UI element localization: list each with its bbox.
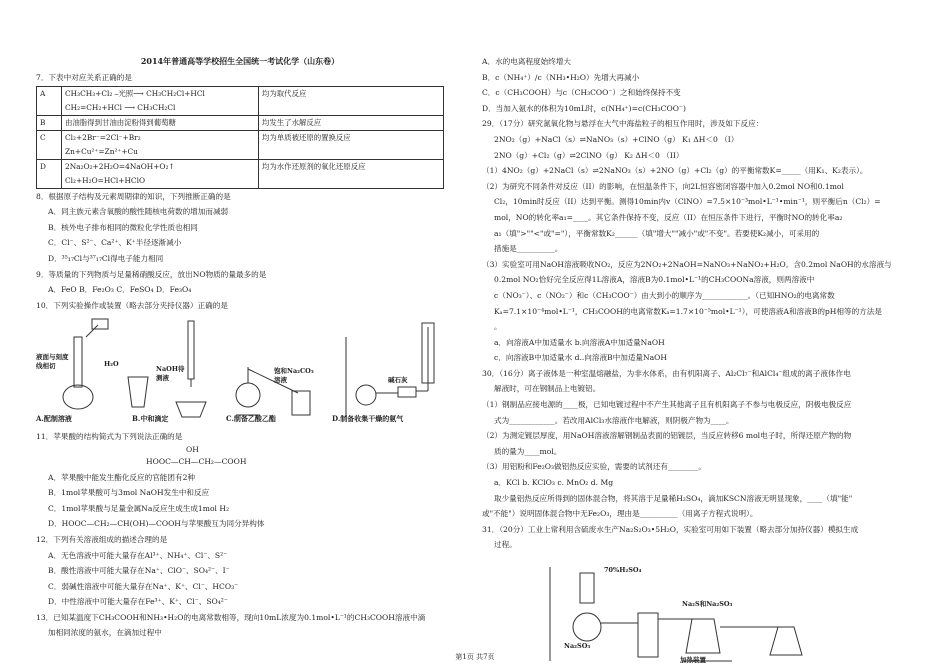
page-footer: 第1页 共7页 — [455, 653, 495, 661]
q29-part: c（NO₃⁻）、c（NO₂⁻）和c（CH₃COO⁻）由大到小的顺序为____________。（已知HNO₂的电离常数 — [494, 290, 835, 300]
q29-part: 措施是__________。 — [494, 244, 563, 254]
row-answer: 均为水作还原剂的氧化还原反应 — [259, 159, 444, 188]
q29-part: （1）4NO₂（g）+2NaCl（s）⇌2NaNO₃（s）+2NO（g）+Cl₂（g）的平衡常数K=_____（用K₁、K₂表示）。 — [482, 166, 868, 176]
option: A．无色溶液中可能大量存在Al³⁺、NH₄⁺、Cl⁻、S²⁻ — [48, 550, 228, 560]
caption-c: C.制备乙酸乙酯 — [226, 414, 276, 424]
option: D．³⁵₁₇Cl与³⁷₁₇Cl得电子能力相同 — [48, 253, 164, 263]
q30-stem: 30．（16分）离子液体是一种室温熔融盐，为非水体系，由有机阳离子、Al₂Cl₇⁻和AlCl₄⁻组成的离子液体作电 — [482, 368, 851, 378]
q29-part: （3）实验室可用NaOH溶液吸收NO₂，反应为2NO₂+2NaOH=NaNO₃+NaNO₂+H₂O。含0.2mol NaOH的水溶液与 — [482, 259, 892, 269]
caption-b: B.中和滴定 — [132, 414, 169, 424]
option: B．酸性溶液中可能大量存在Na⁺、ClO⁻、SO₄²⁻、I⁻ — [48, 566, 230, 576]
row-answer: 均为单质被还原的置换反应 — [259, 130, 444, 159]
q29-part: a₁（填">""<"或"="），平衡常数K₂______（填"增大""减小"或"不变"。若要使K₂减小，可采用的 — [494, 228, 820, 238]
row-reactions: CH₃CH₃+Cl₂ ⎯光照⟶ CH₃CH₂Cl+HCl CH₂=CH₂+HCl ⟶ CH₃CH₂Cl — [62, 86, 259, 115]
option: A．水的电离程度始终增大 — [482, 57, 572, 66]
ammonia-apparatus-icon — [346, 323, 434, 417]
malic-acid-oh: OH — [186, 444, 199, 454]
q30-part: 质的量为____mol。 — [494, 446, 562, 456]
row-key: B — [37, 115, 62, 130]
option: C．弱碱性溶液中可能大量存在Na⁺、K⁺、Cl⁻、HCO₃⁻ — [48, 581, 239, 591]
q30-part: （3）用铝粉和Fe₂O₃做铝热反应实验，需要的试剂还有________。 — [482, 462, 706, 472]
q30-part: （1）钢制品应接电源的____极，已知电镀过程中不产生其他离子且有机阳离子不参与电极反应，阴极电极反应 — [482, 400, 852, 410]
option: C．1mol苹果酸与足量金属Na反应生成生成1mol H₂ — [48, 503, 230, 513]
q9-stem: 9．等质量的下列物质与足量稀硝酸反应，放出NO物质的量最多的是 — [36, 269, 267, 279]
table-row — [37, 86, 444, 115]
option: a．KCl b. KClO₃ c. MnO₂ d. Mg — [494, 478, 614, 488]
right-column — [482, 0, 902, 667]
row-key: A — [37, 86, 62, 115]
option: D．当加入氨水的体积为10mL时，c(NH₄⁺)=c(CH₃COO⁻) — [482, 103, 686, 113]
label-naoh: NaOH待测液 — [156, 365, 185, 383]
option: A．同主族元素含氧酸的酸性随核电荷数的增加而减弱 — [48, 207, 229, 217]
q7-table — [36, 86, 444, 189]
row-reactions: 2Na₂O₂+2H₂O=4NaOH+O₂↑ Cl₂+H₂O=HCl+HClO — [62, 159, 259, 188]
row-answer: 均发生了水解反应 — [259, 115, 444, 130]
option: C．c（CH₃COOH）与c（CH₃COO⁻）之和始终保持不变 — [482, 88, 681, 98]
malic-acid-formula: HOOC—CH—CH₂—COOH — [146, 456, 247, 466]
label-na2co3: 饱和Na₂CO₃溶液 — [274, 367, 314, 385]
q10-figure — [36, 317, 444, 425]
q12-stem: 12．下列有关溶液组成的描述合理的是 — [36, 534, 168, 544]
reaction-i: 2NO₂（g）+NaCl（s）⇌NaNO₃（s）+ClNO（g） K₁ ΔH＜0 （I） — [494, 134, 739, 144]
row-answer: 均为取代反应 — [259, 86, 444, 115]
table-row — [37, 159, 444, 188]
label-na2so3: Na₂SO₃ — [564, 642, 591, 650]
table-row — [37, 130, 444, 159]
q30-part: 解液时，可在钢制品上电镀铝。 — [494, 384, 601, 394]
option: B．c（NH₄⁺）/c（NH₃•H₂O）先增大再减小 — [482, 72, 640, 82]
option: D．中性溶液中可能大量存在Fe³⁺、K⁺、Cl⁻、SO₄²⁻ — [48, 597, 228, 607]
q29-part: （2）为研究不同条件对反应（II）的影响，在恒温条件下，向2L恒容密闭容器中加入0.2mol NO和0.1mol — [482, 181, 844, 191]
label-h2so4: 70%H₂SO₄ — [604, 566, 642, 574]
reaction-ii: 2NO（g）+Cl₂（g）⇌2ClNO（g） K₂ ΔH＜0 （II） — [494, 150, 684, 160]
option: A．苹果酸中能发生酯化反应的官能团有2种 — [48, 472, 196, 482]
q29-part: 。 — [494, 322, 502, 332]
row-reactions: 由油脂得到甘油由淀粉得到葡萄糖 — [62, 115, 259, 130]
q8-stem: 8．根据原子结构及元素周期律的知识，下列推断正确的是 — [36, 191, 231, 201]
row-key: D — [37, 159, 62, 188]
q13-stem-cont: 加相同浓度的氨水，在滴加过程中 — [48, 628, 162, 638]
label-mixture: Na₂S和Na₂SO₃ — [682, 600, 733, 608]
table-row — [37, 115, 444, 130]
q29-part: mol，NO的转化率a₁=____。其它条件保持不变，反应（II）在恒压条件下进行，平衡时NO的转化率a₂ — [494, 212, 843, 222]
q31-stem-cont: 过程。 — [494, 540, 517, 550]
q30-part: 取少量铝热反应所得到的固体混合物，将其溶于足量稀H₂SO₄，滴加KSCN溶液无明显现象，____（填"能" — [494, 493, 853, 503]
label-water: H₂O — [104, 360, 119, 369]
q13-stem: 13．已知某温度下CH₃COOH和NH₃•H₂O的电离常数相等，现向10mL浓度为0.1mol•L⁻¹的CH₃COOH溶液中滴 — [36, 612, 426, 622]
option: a．向溶液A中加适量水 b.向溶液A中加适量NaOH — [494, 337, 665, 347]
caption-a: A.配制溶液 — [36, 414, 72, 424]
q31-stem: 31．（20分）工业上常利用含硫废水生产Na₂S₂O₃•5H₂O，实验室可用如下装置（略去部分加持仪器）模拟生成 — [482, 524, 859, 534]
q30-part: 式为____________。若改用AlCl₃水溶液作电解液，则阴极产物为____。 — [494, 415, 734, 425]
row-reactions: Cl₂+2Br⁻=2Cl⁻+Br₂ Zn+Cu²⁺=Zn²⁺+Cu — [62, 130, 259, 159]
option: B．1mol苹果酸可与3mol NaOH发生中和反应 — [48, 488, 210, 498]
option: D．HOOC—CH₂—CH(OH)—COOH与苹果酸互为同分异构体 — [48, 519, 265, 529]
q29-part: 0.2mol NO₂恰好完全反应得1L溶液A，溶液B为0.1mol•L⁻¹的CH₃COONa溶液，则两溶液中 — [494, 275, 815, 285]
q30-part: （2）为测定镀层厚度，用NaOH溶液溶解钢制品表面的铝镀层，当反应转移6 mol电子时，所得还原产物的物 — [482, 431, 852, 441]
label-heating: 加热装置 — [680, 656, 706, 664]
caption-d: D.制备收集干燥的氨气 — [332, 414, 404, 424]
q11-stem: 11．苹果酸的结构简式为下列说法正确的是 — [36, 432, 183, 442]
option: c．向溶液B中加适量水 d..向溶液B中加适量NaOH — [494, 353, 668, 363]
label-sodalime: 碱石灰 — [388, 376, 408, 385]
label-flask: 液面与刻度线相切 — [36, 353, 69, 371]
row-key: C — [37, 130, 62, 159]
q29-stem: 29．（17分）研究氮氧化物与悬浮在大气中海盐粒子的相互作用时，涉及如下反应： — [482, 119, 764, 129]
page-title: 2014年普通高等学校招生全国统一考试化学（山东卷） — [140, 56, 340, 66]
option: C．Cl⁻、S²⁻、Ca²⁺、K⁺半径逐渐减小 — [48, 238, 182, 248]
q7-stem: 7．下表中对应关系正确的是 — [36, 73, 132, 82]
q29-part: Cl₂，10min时反应（II）达到平衡。测得10min内v（ClNO）=7.5×10⁻³mol•L⁻¹•min⁻¹，则平衡后n（Cl₂）= — [494, 197, 881, 207]
option: B．核外电子排布相同的微粒化学性质也相同 — [48, 222, 198, 232]
option: A．FeO B．Fe₂O₃ C．FeSO₄ D．Fe₃O₄ — [48, 285, 192, 295]
q10-stem: 10．下列实验操作或装置（略去部分夹持仪器）正确的是 — [36, 300, 228, 310]
q30-part: 或"不能"）说明固体混合物中无Fe₂O₃，理由是__________（用离子方程式说明）。 — [482, 509, 758, 519]
q31-figure — [482, 557, 902, 667]
apparatus-drawings — [36, 317, 436, 425]
q29-part: Kₐ=7.1×10⁻⁴mol•L⁻¹，CH₃COOH的电离常数Kₐ=1.7×10⁻⁵mol•L⁻¹），可使溶液A和溶液B的pH相等的方法是 — [494, 306, 882, 316]
left-column — [36, 0, 444, 641]
